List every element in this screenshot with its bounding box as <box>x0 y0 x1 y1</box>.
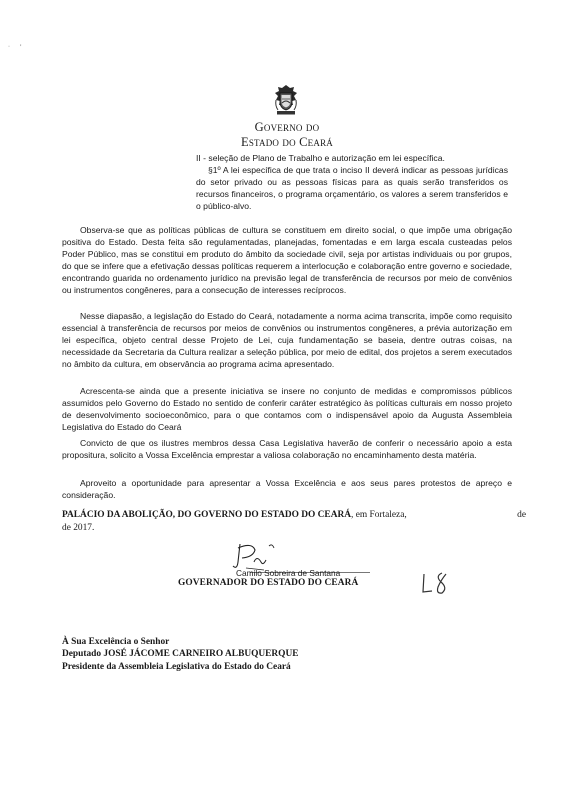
handwritten-signature <box>228 538 368 572</box>
state-coat-of-arms-icon <box>271 84 301 116</box>
scan-speck: · <box>8 44 10 50</box>
closing-place: PALÁCIO DA ABOLIÇÃO, DO GOVERNO DO ESTADO DO CEARÁ <box>62 510 352 520</box>
closing-date-de: de <box>517 510 526 520</box>
closing-city: , em Fortaleza, <box>351 510 407 520</box>
body-paragraph-5 <box>62 477 512 501</box>
body-paragraph-5-text: Aproveito a oportunidade para apresentar a Vossa Excelência e aos seus pares protestos de apreço e consideração. <box>62 478 512 501</box>
closing-year: de 2017. <box>62 522 95 533</box>
closing-place-date <box>62 509 526 534</box>
signer-title: GOVERNADOR DO ESTADO DO CEARÁ <box>178 578 359 588</box>
body-paragraph-2 <box>62 310 512 370</box>
issuer-line-2: Estado do Ceará <box>240 135 333 149</box>
addressee-line-1: À Sua Excelência o Senhor <box>62 637 170 647</box>
body-paragraph-2-text: Nesse diapasão, a legislação do Estado do Ceará, notadamente a norma acima transcrita, impõe como requisito essencial à transferência de recursos por meios de convênios ou instrumentos congêneres, a prévia autorização em lei específica, objeto central desse Projeto de Lei, cuja fundamentação se baseia, dentre outras coisas, na necessidade da Secretaria da Cultura realizar a seleção pública, por meio de edital, dos projetos a serem executados no âmbito da cultura, em observância ao programa acima apresentado. <box>62 311 512 370</box>
body-paragraph-4-text: Convicto de que os ilustres membros dessa Casa Legislativa haverão de conferir o necessário apoio a esta propositura, solicito a Vossa Excelência emprestar a valiosa colaboração no encaminhamento desta matéria. <box>62 438 512 461</box>
body-paragraph-1 <box>62 224 512 297</box>
addressee-block <box>62 636 299 673</box>
quoted-item-ii: II - seleção de Plano de Trabalho e autorização em lei específica. <box>196 153 445 163</box>
issuer-line-1: Governo do <box>254 120 320 134</box>
addressee-line-2: Deputado JOSÉ JÁCOME CARNEIRO ALBUQUERQUE <box>62 649 299 660</box>
signer-name: Camilo Sobreira de Santana <box>236 568 341 578</box>
quoted-paragraph-1: §1º A lei específica de que trata o inciso II deverá indicar as pessoas jurídicas do setor privado ou as pessoas físicas para as quais serão transferidos os recursos financeiros, o programa orçamentário, os valores a serem transferidos e o público-alvo. <box>196 165 508 212</box>
body-paragraph-3 <box>62 385 512 433</box>
handwritten-page-number <box>418 568 454 598</box>
body-paragraph-4 <box>62 437 512 461</box>
addressee-line-3: Presidente da Assembleia Legislativa do Estado do Ceará <box>62 661 291 672</box>
scan-speck: , <box>20 41 22 47</box>
body-paragraph-1-text: Observa-se que as políticas públicas de cultura se constituem em direito social, o que impõe uma obrigação positiva do Estado. Desta feita são regulamentadas, planejadas, fomentadas e em larga escala custeadas pelos Poder Público, mas se constitui em produto do âmbito da sociedade civil, seja por artistas individuais ou por grupos, do que se infere que a efetivação dessas políticas requerem a interlocução e colaboração entre governo e sociedade, encontrando guarida no ordenamento jurídico na previsão legal de transferência de recursos por meio de convênios ou instrumentos congêneres, para a consecução de interesses recíprocos. <box>62 225 512 296</box>
issuer-heading <box>222 120 352 150</box>
quoted-legal-text <box>196 152 508 212</box>
body-paragraph-3-text: Acrescenta-se ainda que a presente iniciativa se insere no conjunto de medidas e compromissos públicos assumidos pelo Governo do Estado no sentido de conferir caráter estratégico às políticas culturais em nosso projeto de desenvolvimento socioeconômico, para o que contamos com o indispensável apoio da Augusta Assembleia Legislativa do Estado do Ceará <box>62 386 512 433</box>
